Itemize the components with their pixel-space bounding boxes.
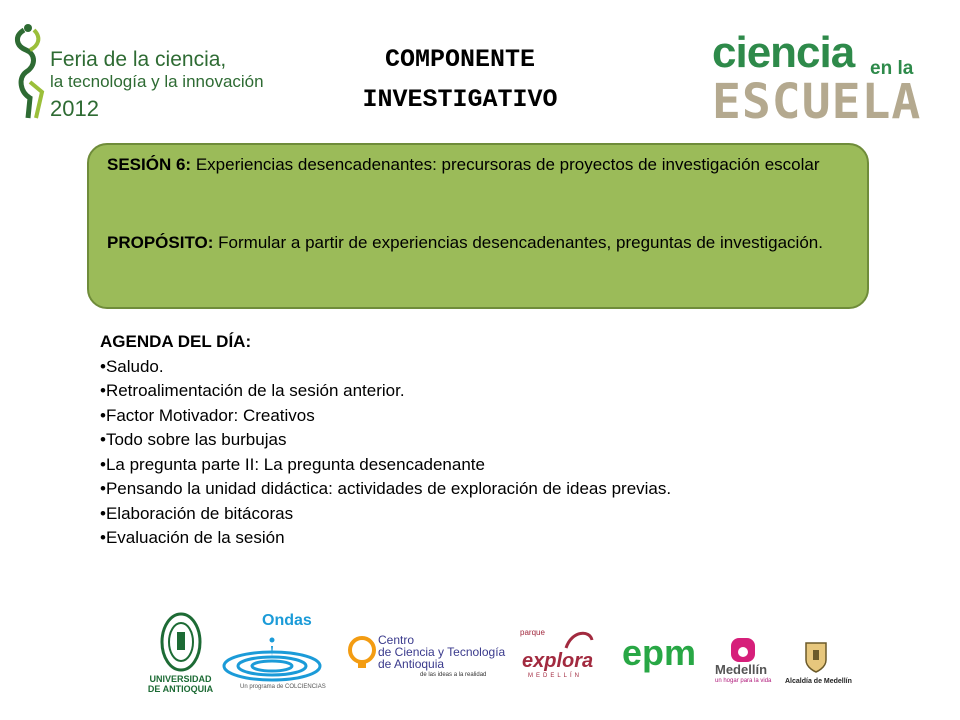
feria-logo-year: 2012 (50, 96, 99, 121)
ccta-text (378, 634, 505, 670)
epm-name: epm (622, 632, 697, 673)
ondas-logo (220, 612, 330, 697)
explora-top: parque (520, 628, 545, 637)
agenda-item: •Pensando la unidad didáctica: actividades de exploración de ideas previas. (100, 479, 672, 498)
alcaldia-name: Alcaldía de Medellín (785, 678, 852, 685)
agenda-item: •La pregunta parte II: La pregunta desencadenante (100, 454, 485, 474)
ccta-line1: Centro (378, 633, 415, 647)
ccta-line3: de Antioquia (378, 657, 445, 671)
swirl-icon (564, 628, 594, 650)
ciencia-en-la-escuela-logo (712, 28, 942, 138)
page-title (300, 40, 620, 120)
ondas-name: Ondas (262, 612, 312, 629)
ciencia-logo-word3: ESCUELA (712, 74, 922, 130)
medellin-b-icon (729, 636, 757, 664)
medellin-logo (715, 636, 780, 691)
agenda-item: •Saludo. (100, 356, 164, 376)
session-paragraph (107, 153, 854, 176)
ciencia-logo-word1: ciencia (712, 28, 855, 77)
ripples-icon (222, 636, 322, 682)
agenda-item: •Retroalimentación de la sesión anterior. (100, 381, 405, 400)
purpose-label: PROPÓSITO: (107, 233, 214, 252)
ccta-line2: de Ciencia y Tecnología (378, 645, 506, 659)
shield-icon (803, 640, 829, 674)
feria-ciencia-logo (12, 22, 272, 122)
agenda-item: •Factor Motivador: Creativos (100, 405, 315, 425)
agenda-section (100, 330, 860, 551)
udea-line2: DE ANTIOQUIA (147, 684, 214, 694)
purpose-text: Formular a partir de experiencias desencadenantes, preguntas de investigación. (213, 233, 823, 252)
agenda-item: •Todo sobre las burbujas (100, 430, 287, 449)
page-title-line1: COMPONENTE (384, 45, 536, 74)
medellin-slogan: un hogar para la vida (715, 678, 772, 684)
ondas-subtitle: Un programa de COLCIENCIAS (240, 684, 326, 690)
explora-bottom: MEDELLÍN (528, 673, 583, 679)
medellin-name: Medellín (715, 662, 768, 677)
epm-logo (622, 632, 702, 675)
agenda-title: AGENDA DEL DÍA: (100, 332, 252, 351)
feria-logo-line2: la tecnología y la innovación (50, 72, 264, 91)
session-box (87, 143, 869, 309)
udea-line1: UNIVERSIDAD (149, 674, 212, 684)
explora-name: explora (522, 650, 594, 672)
session-label: SESIÓN 6: (107, 155, 192, 174)
agenda-item: •Elaboración de bitácoras (100, 503, 294, 523)
explora-logo (520, 628, 600, 683)
dna-figure-icon (12, 22, 52, 122)
feria-logo-line1: Feria de la ciencia, (50, 48, 227, 71)
agenda-item: •Evaluación de la sesión (100, 528, 285, 547)
udea-logo-text (133, 674, 228, 694)
ccta-logo (348, 628, 513, 688)
udea-crest-icon (160, 612, 202, 672)
page-title-line2: INVESTIGATIVO (362, 85, 558, 114)
head-icon (348, 636, 376, 670)
session-text: Experiencias desencadenantes: precursoras de proyectos de investigación escolar (191, 155, 820, 174)
alcaldia-logo (785, 640, 850, 688)
ciencia-logo-word2: en la (870, 58, 914, 79)
purpose-paragraph (107, 231, 854, 254)
ccta-slogan: de las ideas a la realidad (420, 672, 487, 678)
udea-logo (133, 612, 228, 702)
